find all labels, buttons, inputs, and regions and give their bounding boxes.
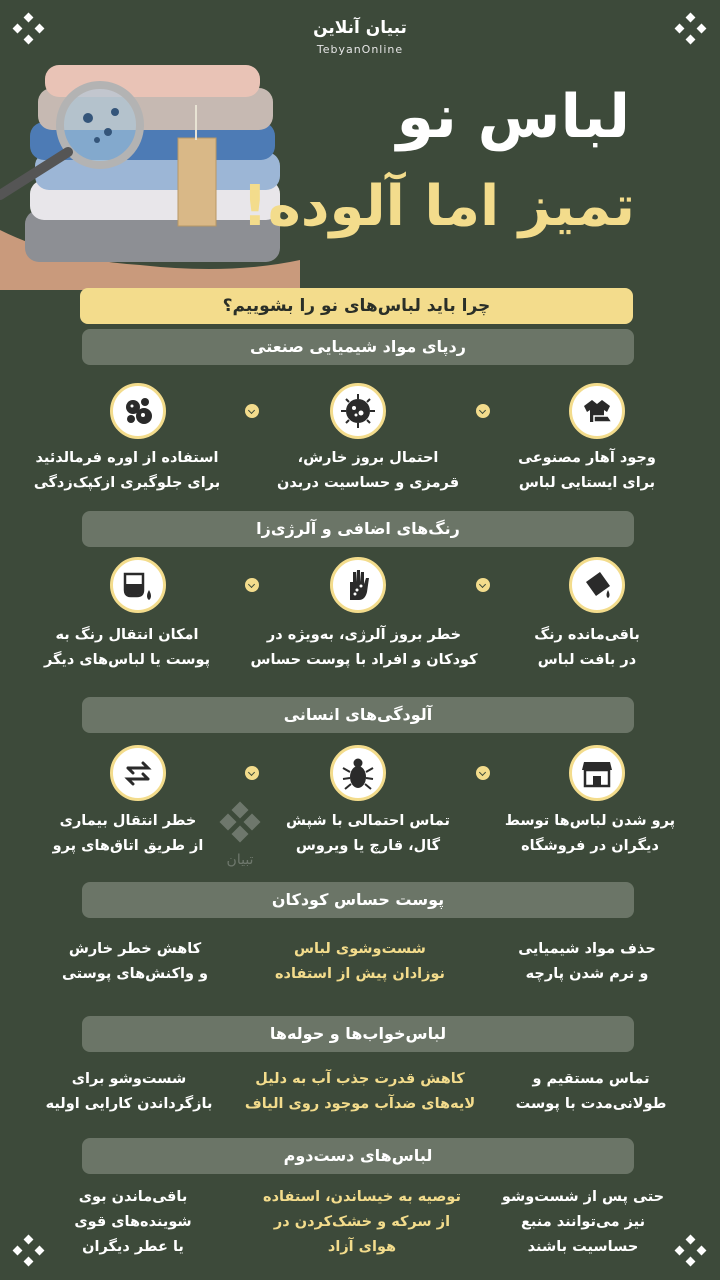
allergy-hand-icon bbox=[330, 557, 386, 613]
chevron-dot bbox=[245, 578, 259, 592]
iron-shirt-icon bbox=[569, 383, 625, 439]
section-title-bedding: لباس‌خواب‌ها و حوله‌ها bbox=[82, 1016, 634, 1052]
chem-item-3-line-1: استفاده از اوره فرمالدئید bbox=[35, 450, 219, 466]
section-title-dyes: رنگ‌های اضافی و آلرژی‌زا bbox=[82, 511, 634, 547]
chevron-dot bbox=[476, 766, 490, 780]
section-title-second-hand: لباس‌های دست‌دوم bbox=[82, 1138, 634, 1174]
baby-col-2-line-2: نوزادان پیش از استفاده bbox=[275, 966, 445, 982]
corner-ornament-bottom-left bbox=[14, 1236, 44, 1266]
dye-item-1-line-2: در بافت لباس bbox=[537, 652, 637, 668]
used-col-1-line-3: حساسیت باشند bbox=[527, 1239, 639, 1255]
human-item-3-line-2: از طریق اتاق‌های پرو bbox=[52, 838, 204, 854]
chem-item-1-line-1: وجود آهار مصنوعی bbox=[518, 450, 656, 466]
bedding-col-3-line-2: بازگرداندن کارایی اولیه bbox=[45, 1096, 213, 1112]
germs-icon bbox=[330, 383, 386, 439]
bacteria-icon bbox=[110, 383, 166, 439]
chevron-dot bbox=[476, 578, 490, 592]
corner-ornament-bottom-right bbox=[676, 1236, 706, 1266]
transfer-arrows-icon bbox=[110, 745, 166, 801]
chem-item-3-line-2: برای جلوگیری ازکپک‌زدگی bbox=[33, 475, 221, 491]
human-item-1-line-1: پرو شدن لباس‌ها توسط bbox=[504, 813, 676, 829]
title-line-2: تمیز اما آلوده! bbox=[242, 174, 635, 239]
chem-item-2-line-1: احتمال بروز خارش، bbox=[297, 450, 439, 466]
bedding-col-3-line-1: شست‌وشو برای bbox=[71, 1071, 187, 1087]
bedding-col-2-line-2: لایه‌های ضدآب موجود روی الیاف bbox=[244, 1096, 476, 1112]
dye-transfer-icon bbox=[110, 557, 166, 613]
chem-item-1-line-2: برای ایستایی لباس bbox=[518, 475, 656, 491]
bedding-col-2-line-1: کاهش قدرت جذب آب به دلیل bbox=[255, 1071, 465, 1087]
chevron-dot bbox=[245, 766, 259, 780]
dye-item-2-line-2: کودکان و افراد با پوست حساس bbox=[250, 652, 478, 668]
dye-item-3-line-1: امکان انتقال رنگ به bbox=[55, 627, 199, 643]
used-col-3-line-2: شوینده‌های قوی bbox=[74, 1214, 192, 1230]
human-item-2-line-1: تماس احتمالی با شپش bbox=[286, 813, 450, 829]
store-icon bbox=[569, 745, 625, 801]
bedding-col-1-line-2: طولانی‌مدت با پوست bbox=[515, 1096, 667, 1112]
paint-bucket-icon bbox=[569, 557, 625, 613]
baby-col-3-line-2: و واکنش‌های پوستی bbox=[61, 966, 209, 982]
baby-col-2-line-1: شست‌وشوی لباس bbox=[294, 941, 426, 957]
watermark-text: تبیان bbox=[226, 852, 254, 868]
baby-col-3-line-1: کاهش خطر خارش bbox=[68, 941, 202, 957]
chevron-dot bbox=[245, 404, 259, 418]
baby-col-1-line-2: و نرم شدن پارچه bbox=[525, 966, 649, 982]
used-col-2-line-3: هوای آزاد bbox=[327, 1239, 397, 1255]
used-col-1-line-1: حتی پس از شست‌وشو bbox=[501, 1189, 665, 1205]
logo-text: تبیان آنلاین bbox=[313, 18, 407, 38]
dye-item-1-line-1: باقی‌مانده رنگ bbox=[534, 627, 640, 643]
chevron-dot bbox=[476, 404, 490, 418]
human-item-3-line-1: خطر انتقال بیماری bbox=[59, 813, 197, 829]
used-col-2-line-1: توصیه به خیساندن، استفاده bbox=[263, 1189, 461, 1205]
lice-icon bbox=[330, 745, 386, 801]
section-title-chemicals: ردپای مواد شیمیایی صنعتی bbox=[82, 329, 634, 365]
human-item-1-line-2: دیگران در فروشگاه bbox=[521, 838, 659, 854]
watermark-logo bbox=[210, 800, 270, 870]
section-title-human: آلودگی‌های انسانی bbox=[82, 697, 634, 733]
title-line-1: لباس نو bbox=[396, 82, 630, 152]
question-banner: چرا باید لباس‌های نو را بشوییم؟ bbox=[80, 288, 633, 324]
logo-latin: TebyanOnline bbox=[316, 43, 404, 56]
used-col-1-line-2: نیز می‌توانند منبع bbox=[520, 1214, 646, 1230]
chem-item-2-line-2: قرمزی و حساسیت دربدن bbox=[276, 475, 460, 491]
used-col-3-line-1: باقی‌ماندن بوی bbox=[78, 1189, 188, 1205]
bedding-col-1-line-1: تماس مستقیم و bbox=[532, 1071, 650, 1087]
human-item-2-line-2: گال، قارچ یا ویروس bbox=[295, 838, 441, 854]
baby-col-1-line-1: حذف مواد شیمیایی bbox=[518, 941, 656, 957]
used-col-3-line-3: یا عطر دیگران bbox=[82, 1239, 184, 1255]
dye-item-3-line-2: پوست یا لباس‌های دیگر bbox=[43, 652, 211, 668]
used-col-2-line-2: از سرکه و خشک‌کردن در bbox=[273, 1214, 451, 1230]
section-title-baby-skin: پوست حساس کودکان bbox=[82, 882, 634, 918]
dye-item-2-line-1: خطر بروز آلرژی، به‌ویژه در bbox=[266, 627, 462, 643]
